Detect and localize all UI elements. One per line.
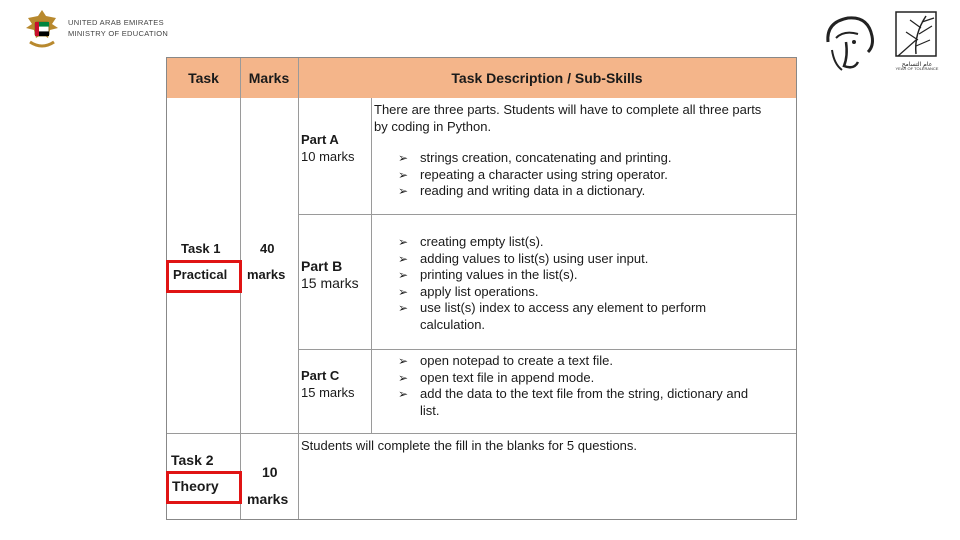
task1-name: Task 1: [181, 241, 221, 256]
task2-marks-unit: marks: [247, 491, 289, 507]
list-item: ➢ open text file in append mode.: [398, 370, 748, 387]
col-header-description: Task Description / Sub-Skills: [451, 70, 643, 86]
part-a-skill-list: [398, 150, 672, 200]
part-c-skill-list: [398, 353, 748, 403]
col-header-task: Task: [188, 70, 219, 86]
task2-highlight-box: [166, 471, 242, 504]
grid-line: [167, 433, 796, 434]
list-item: ➢ open notepad to create a text file.: [398, 353, 748, 370]
list-item: ➢ apply list operations.: [398, 284, 706, 301]
list-item: ➢ use list(s) index to access any element to perform: [398, 300, 706, 317]
table-header-row: [167, 58, 796, 98]
org-line-2: MINISTRY OF EDUCATION: [68, 29, 169, 38]
ministry-name: [68, 17, 168, 39]
portrait-sketch-logo: [818, 12, 882, 74]
tolerance-caption: YEAR OF TOLERANCE: [895, 66, 939, 71]
part-c-title: Part C: [301, 368, 340, 383]
list-item: ➢ printing values in the list(s).: [398, 267, 706, 284]
list-item: ➢ adding values to list(s) using user input.: [398, 251, 706, 268]
part-a-title: Part A: [301, 132, 339, 147]
part-b-skill-list: [398, 234, 706, 317]
task2-type: Theory: [172, 478, 219, 494]
task1-intro-line2: by coding in Python.: [374, 118, 492, 134]
list-item: ➢ add the data to the text file from the string, dictionary and: [398, 386, 748, 403]
col-header-marks: Marks: [248, 70, 290, 86]
assessment-table: [166, 57, 797, 520]
part-b-marks: 15 marks: [301, 275, 359, 291]
grid-line: [371, 98, 372, 433]
list-item: ➢ creating empty list(s).: [398, 234, 706, 251]
task2-name: Task 2: [171, 452, 214, 468]
part-a-marks: 10 marks: [301, 148, 355, 164]
task1-intro-line1: There are three parts. Students will have to complete all three parts: [374, 102, 762, 117]
task1-highlight-box: [166, 260, 242, 293]
task1-marks-value: 40: [260, 241, 275, 256]
list-item: ➢ reading and writing data in a dictionary.: [398, 183, 672, 200]
part-b-wrap-text: calculation.: [420, 316, 486, 332]
org-line-1: UNITED ARAB EMIRATES: [68, 18, 164, 27]
svg-text:عام التسامح: عام التسامح: [901, 61, 933, 68]
task2-marks-value: 10: [262, 464, 278, 480]
grid-line: [298, 214, 796, 215]
task2-description: Students will complete the fill in the blanks for 5 questions.: [301, 438, 638, 453]
list-item: ➢ repeating a character using string operator.: [398, 167, 672, 184]
grid-line: [298, 349, 796, 350]
year-of-tolerance-logo: [892, 10, 942, 74]
list-item: ➢ strings creation, concatenating and printing.: [398, 150, 672, 167]
task1-type: Practical: [173, 267, 228, 282]
part-b-title: Part B: [301, 258, 343, 274]
part-c-marks: 15 marks: [301, 384, 355, 400]
uae-emblem-logo: [22, 8, 62, 52]
task1-marks-unit: marks: [247, 267, 286, 282]
grid-line: [298, 58, 299, 519]
part-c-wrap-text: list.: [420, 402, 440, 418]
